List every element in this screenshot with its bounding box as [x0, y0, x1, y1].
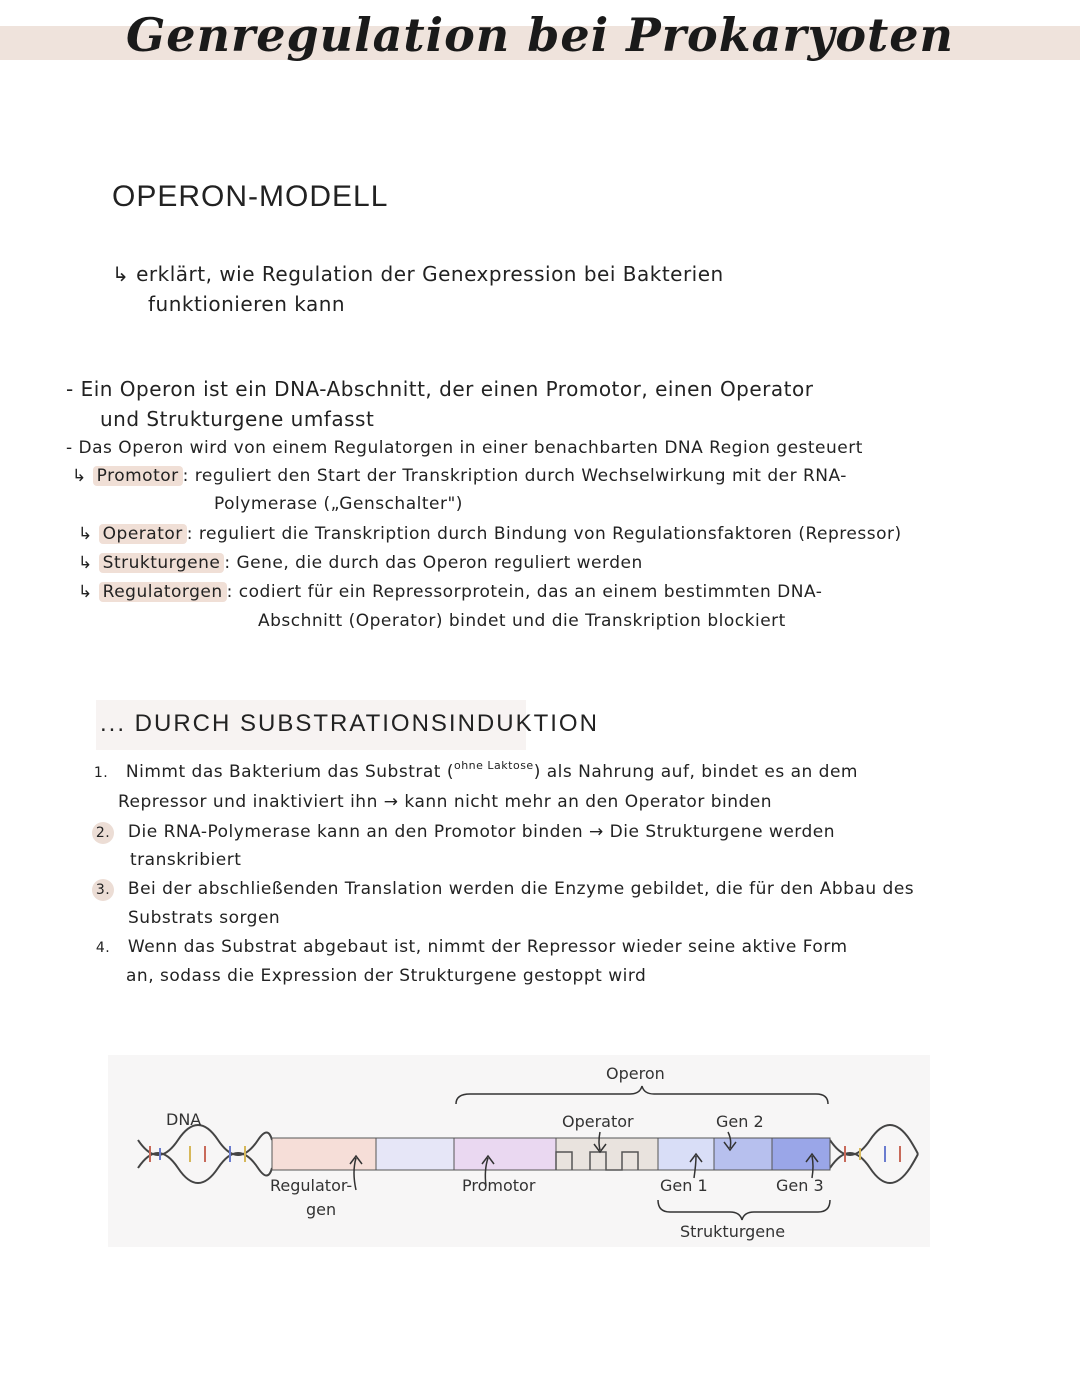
- gen-3-label: Gen 3: [776, 1176, 824, 1195]
- step-number: 3.: [92, 879, 114, 901]
- dna-helix-left-icon: [138, 1125, 272, 1183]
- step-4-line-2: an, sodass die Expression der Strukturgene gestoppt wird: [126, 966, 647, 986]
- promotor-segment: [454, 1138, 556, 1170]
- step-1-line-2: Repressor und inaktiviert ihn → kann nicht mehr an den Operator binden: [118, 792, 773, 812]
- regulator-label-line-1: Regulator-: [270, 1176, 353, 1195]
- definition-regulatorgen: ↳ Regulatorgen : codiert für ein Repressorprotein, das an einem bestimmten DNA-: [78, 582, 823, 602]
- step-4-line-1: 4. Wenn das Substrat abgebaut ist, nimmt der Repressor wieder seine aktive Form: [92, 937, 848, 959]
- promotor-description: reguliert den Start der Transkription durch Wechselwirkung mit der RNA-: [194, 466, 847, 486]
- strukturgene-label: Strukturgene: [680, 1222, 786, 1241]
- operon-intro-line-1: ↳ erklärt, wie Regulation der Genexpression bei Bakterien: [112, 262, 724, 286]
- operator-label: Operator: [562, 1112, 634, 1131]
- gen-1-label: Gen 1: [660, 1176, 708, 1195]
- gen-1-segment: [658, 1138, 714, 1170]
- regulator-label-line-2: gen: [306, 1200, 337, 1219]
- strukturgene-brace: [658, 1200, 830, 1220]
- step-number: 2.: [92, 822, 114, 844]
- definition-operon-line-2: und Strukturgene umfasst: [100, 407, 375, 431]
- term-promotor: Promotor: [93, 466, 183, 486]
- page-title: Genregulation bei Prokaryoten: [126, 8, 954, 62]
- operon-brace: [456, 1086, 828, 1104]
- substrate-annotation: ohne Laktose: [453, 759, 534, 772]
- strukturgene-description: Gene, die durch das Operon reguliert werden: [236, 553, 643, 573]
- dna-label: DNA: [166, 1110, 202, 1129]
- definition-strukturgene: ↳ Strukturgene : Gene, die durch das Operon reguliert werden: [78, 553, 643, 573]
- substrate-induction-heading: ... DURCH SUBSTRATIONSINDUKTION: [100, 710, 599, 737]
- definition-promotor: ↳ Promotor : reguliert den Start der Transkription durch Wechselwirkung mit der RNA-: [72, 466, 847, 486]
- operon-model-heading: OPERON-MODELL: [112, 180, 389, 213]
- regulatorgen-description-line-2: Abschnitt (Operator) bindet und die Transkription blockiert: [258, 611, 786, 631]
- step-3-line-2: Substrats sorgen: [128, 908, 281, 928]
- term-strukturgene: Strukturgene: [99, 553, 225, 573]
- step-number: 1.: [93, 765, 109, 781]
- spacer-segment: [376, 1138, 454, 1170]
- operon-label: Operon: [606, 1064, 665, 1083]
- arrow-icon: ↳: [72, 466, 87, 486]
- arrow-icon: ↳: [78, 582, 93, 602]
- definition-regulation-line: - Das Operon wird von einem Regulatorgen in einer benachbarten DNA Region gesteuert: [66, 438, 863, 458]
- definition-operator: ↳ Operator : reguliert die Transkription durch Bindung von Regulationsfaktoren (Repressor): [78, 524, 902, 544]
- gen-3-segment: [772, 1138, 830, 1170]
- regulator-gene-segment: [272, 1138, 376, 1170]
- definition-operon-line-1: - Ein Operon ist ein DNA-Abschnitt, der einen Promotor, einen Operator: [66, 377, 814, 401]
- step-2-line-1: 2. Die RNA-Polymerase kann an den Promotor binden → Die Strukturgene werden: [92, 822, 835, 844]
- arrow-icon: ↳: [78, 553, 93, 573]
- step-number: 4.: [95, 940, 111, 956]
- promotor-description-line-2: Polymerase („Genschalter"): [214, 494, 463, 514]
- gen-2-label: Gen 2: [716, 1112, 764, 1131]
- promotor-label: Promotor: [462, 1176, 536, 1195]
- step-3-line-1: 3. Bei der abschließenden Translation werden die Enzyme gebildet, die für den Abbau des: [92, 879, 914, 901]
- term-regulatorgen: Regulatorgen: [99, 582, 227, 602]
- operon-intro-line-2: funktionieren kann: [148, 292, 346, 316]
- arrow-icon: ↳: [78, 524, 93, 544]
- operator-description: reguliert die Transkription durch Bindung von Regulationsfaktoren (Repressor): [198, 524, 902, 544]
- regulatorgen-description: codiert für ein Repressorprotein, das an einem bestimmten DNA-: [238, 582, 823, 602]
- step-1-line-1: 1. Nimmt das Bakterium das Substrat ($^{ohne Laktose}$) als Nahrung auf, bindet es an dem: [90, 762, 858, 784]
- term-operator: Operator: [99, 524, 187, 544]
- dna-helix-right-icon: [830, 1125, 918, 1183]
- step-2-line-2: transkribiert: [130, 850, 242, 870]
- gen-2-segment: [714, 1138, 772, 1170]
